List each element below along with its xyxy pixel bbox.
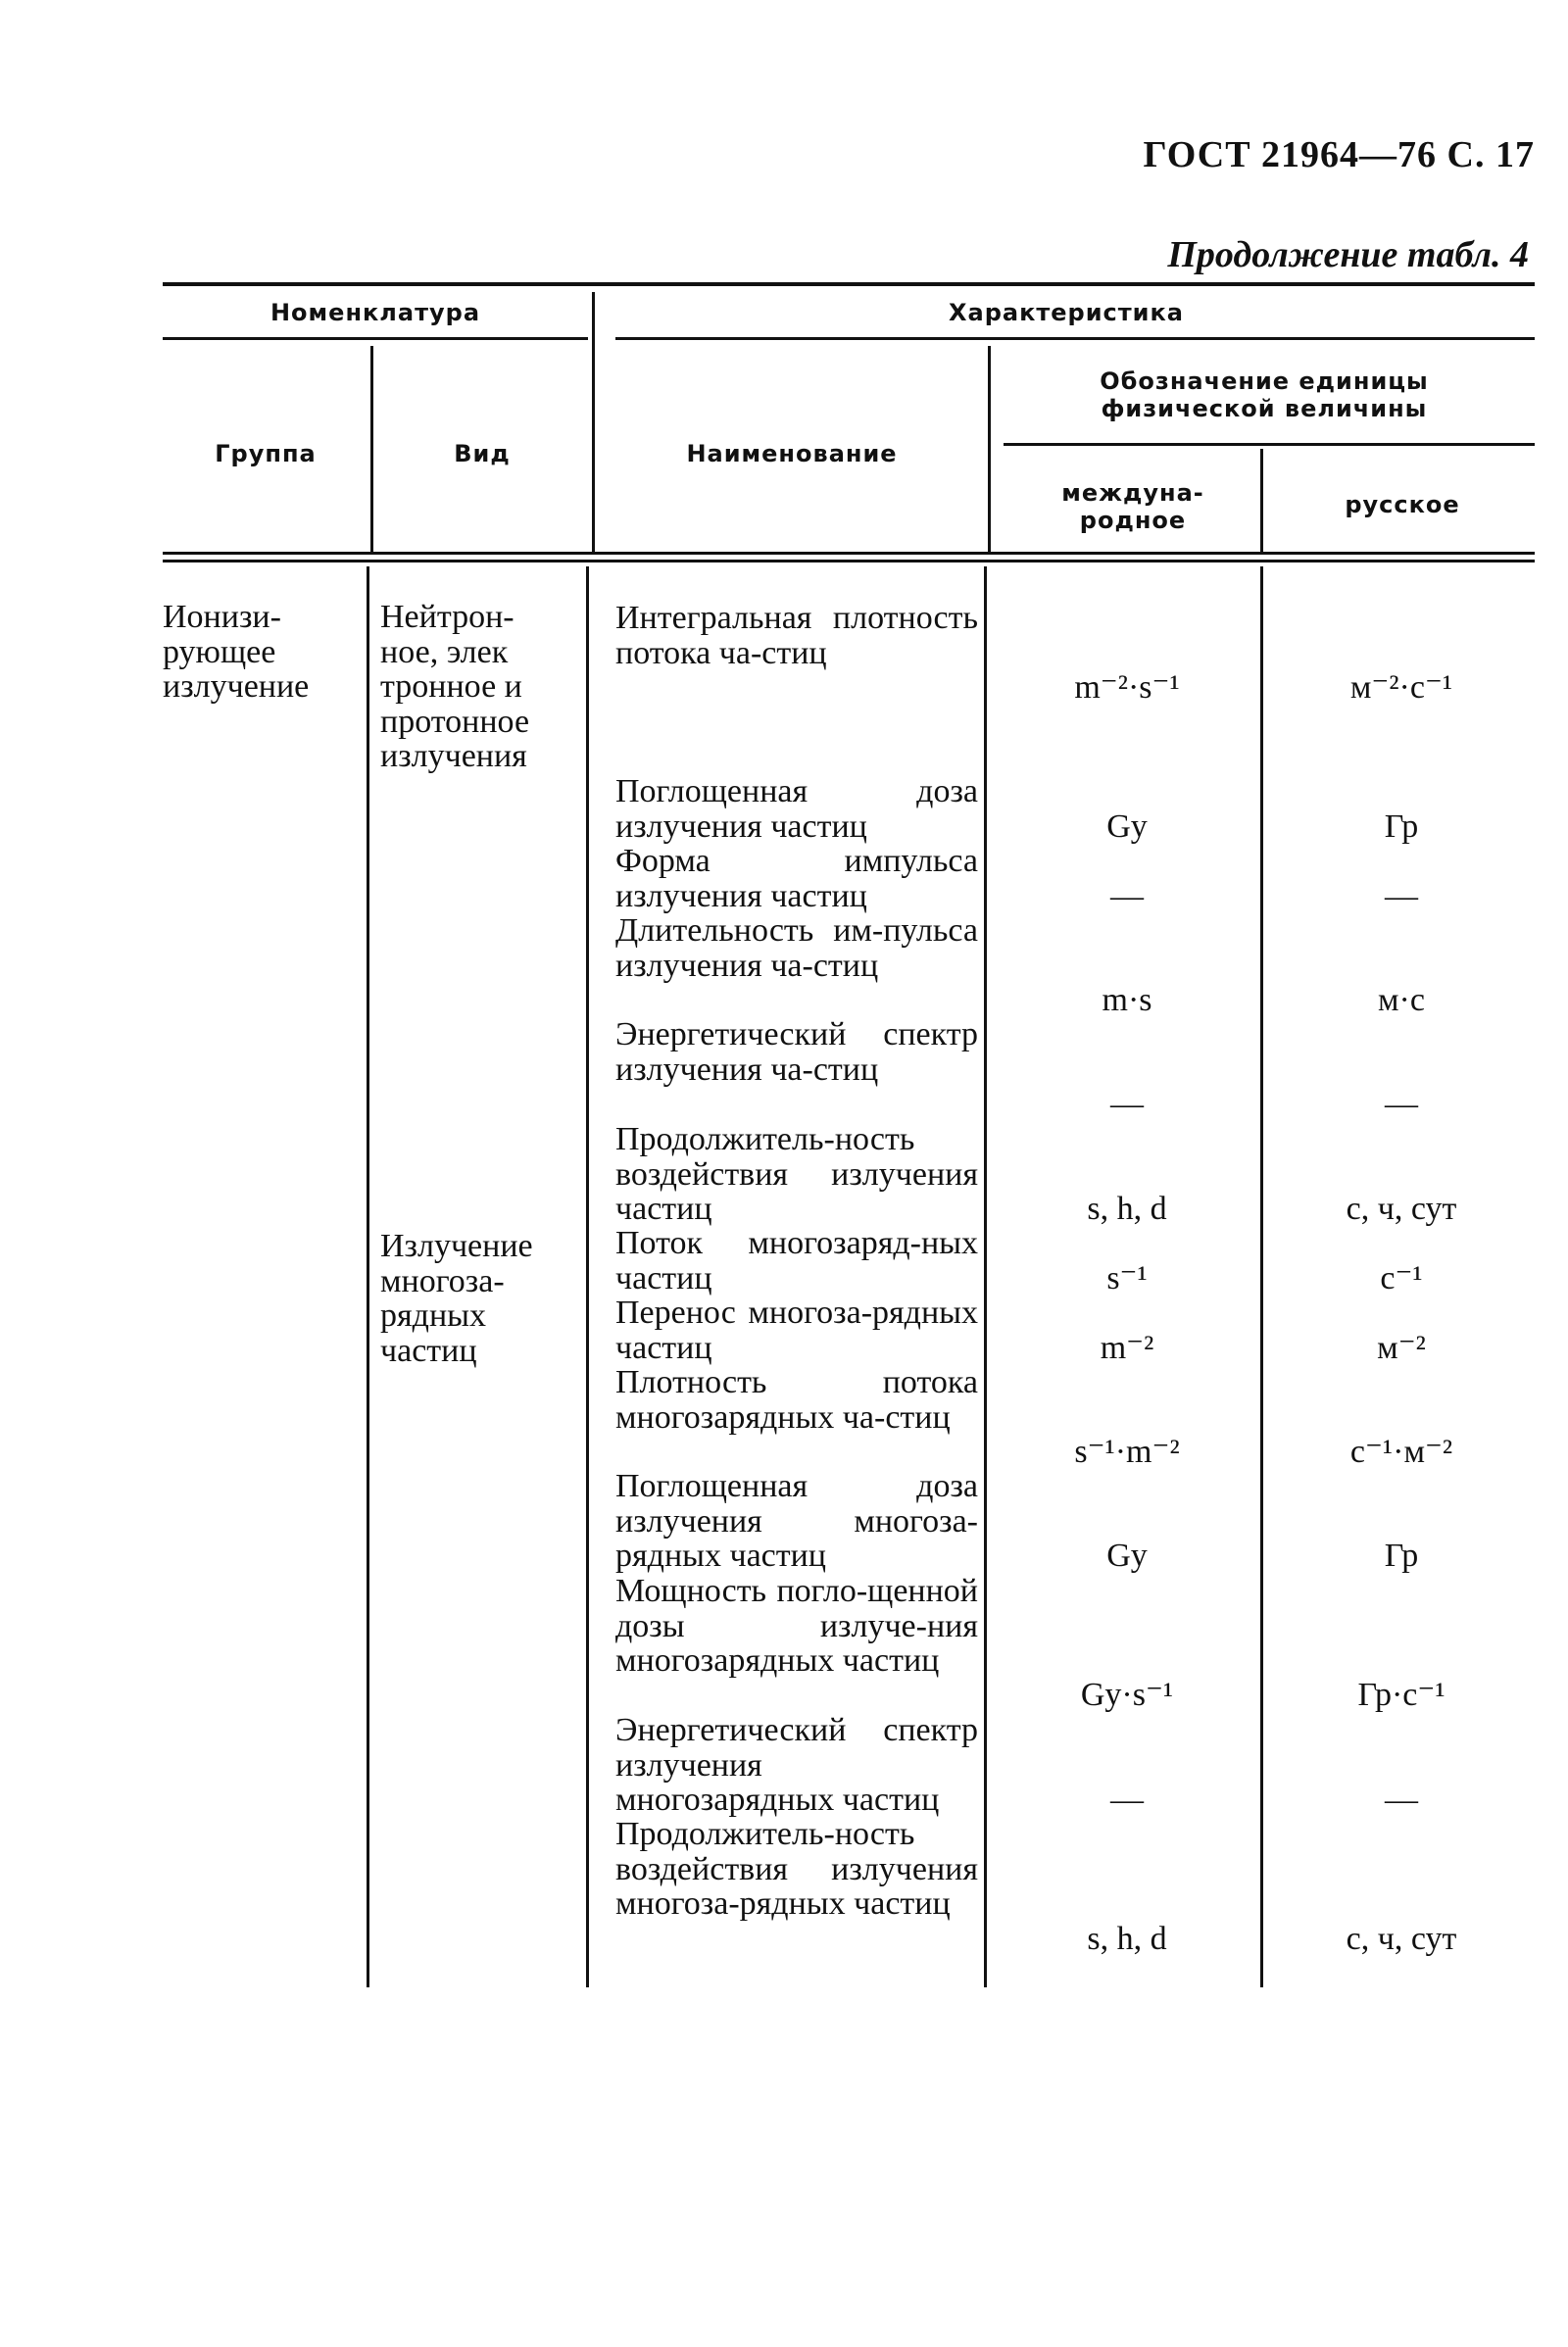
row-rus-1: м⁻²·с⁻¹ — [1349, 669, 1453, 706]
row-rus-6: с, ч, сут — [1346, 1191, 1457, 1227]
header-unit-designation: Обозначение единицы физической величины — [1100, 367, 1429, 422]
col-divider-int-body — [984, 566, 987, 1987]
row-rus-2: Гр — [1384, 808, 1419, 845]
row-int-5: — — [1110, 1086, 1144, 1122]
row-name-4: Длительность им-пульса излучения ча-стиц — [615, 912, 978, 984]
header-rule-3 — [1004, 443, 1535, 446]
row-int-7: s⁻¹ — [1106, 1260, 1148, 1296]
row-int-1: m⁻²·s⁻¹ — [1074, 669, 1180, 706]
header-name: Наименование — [686, 440, 898, 467]
header-characteristic: Характеристика — [949, 299, 1184, 326]
row-int-6: s, h, d — [1087, 1191, 1167, 1227]
header-rule-2 — [615, 337, 1535, 340]
header-international: междуна-родное — [1061, 479, 1204, 534]
row-name-12: Энергетический спектр излучения многозарядных частиц — [615, 1712, 978, 1818]
row-rus-7: с⁻¹ — [1380, 1260, 1423, 1296]
page-header: ГОСТ 21964—76 С. 17 — [1143, 134, 1535, 175]
row-name-1: Интегральная плотность потока ча-стиц — [615, 600, 978, 671]
kind-cell-1: Нейтрон-ное, элек тронное и протонное излучения — [380, 599, 530, 774]
kind-cell-2: Излучение многоза-рядных частиц — [380, 1228, 533, 1369]
header-bottom-rule-b — [163, 560, 1535, 562]
table-top-rule — [163, 282, 1535, 286]
row-int-4: m·s — [1102, 982, 1152, 1018]
row-rus-9: с⁻¹·м⁻² — [1349, 1434, 1453, 1470]
row-rus-4: м·с — [1378, 982, 1425, 1018]
group-cell: Ионизи-рующее излучение — [163, 599, 310, 705]
col-divider-name-body — [586, 566, 589, 1987]
row-rus-3: — — [1385, 878, 1418, 914]
row-int-13: s, h, d — [1087, 1921, 1167, 1957]
row-int-9: s⁻¹·m⁻² — [1074, 1434, 1180, 1470]
header-bottom-rule-a — [163, 552, 1535, 555]
row-rus-13: с, ч, сут — [1346, 1921, 1457, 1957]
row-name-10: Поглощенная доза излучения многоза-рядных частиц — [615, 1468, 978, 1574]
table-continuation-label: Продолжение табл. 4 — [1167, 234, 1529, 275]
row-name-8: Перенос многоза-рядных частиц — [615, 1295, 978, 1366]
header-nomenclature: Номенклатура — [270, 299, 481, 326]
col-divider-int — [988, 346, 991, 552]
row-rus-10: Гр — [1384, 1538, 1419, 1574]
col-divider-rus — [1260, 449, 1263, 552]
row-name-9: Плотность потока многозарядных ча-стиц — [615, 1364, 978, 1436]
row-rus-12: — — [1385, 1782, 1418, 1818]
row-name-11: Мощность погло-щенной дозы излуче-ния многозарядных частиц — [615, 1573, 978, 1679]
row-int-2: Gy — [1106, 808, 1148, 845]
row-name-2: Поглощенная доза излучения частиц — [615, 773, 978, 845]
row-name-6: Продолжитель-ность воздействия излучения частиц — [615, 1121, 978, 1227]
row-rus-8: м⁻² — [1377, 1330, 1426, 1366]
header-kind: Вид — [454, 440, 511, 467]
row-rus-11: Гр·с⁻¹ — [1357, 1677, 1446, 1713]
col-divider-kind-body — [367, 566, 369, 1987]
header-rule-1 — [163, 337, 588, 340]
header-group: Группа — [215, 440, 317, 467]
row-name-3: Форма импульса излучения частиц — [615, 843, 978, 914]
header-russian: русское — [1345, 491, 1460, 518]
row-int-11: Gy·s⁻¹ — [1080, 1677, 1174, 1713]
col-divider-kind — [370, 346, 373, 552]
row-name-7: Поток многозаряд-ных частиц — [615, 1225, 978, 1296]
row-name-13: Продолжитель-ность воздействия излучения многоза-рядных частиц — [615, 1816, 978, 1922]
row-int-3: — — [1110, 878, 1144, 914]
row-int-8: m⁻² — [1100, 1330, 1154, 1366]
row-rus-5: — — [1385, 1086, 1418, 1122]
row-name-5: Энергетический спектр излучения ча-стиц — [615, 1016, 978, 1088]
row-int-12: — — [1110, 1782, 1144, 1818]
row-int-10: Gy — [1106, 1538, 1148, 1574]
col-divider-name — [592, 292, 595, 552]
